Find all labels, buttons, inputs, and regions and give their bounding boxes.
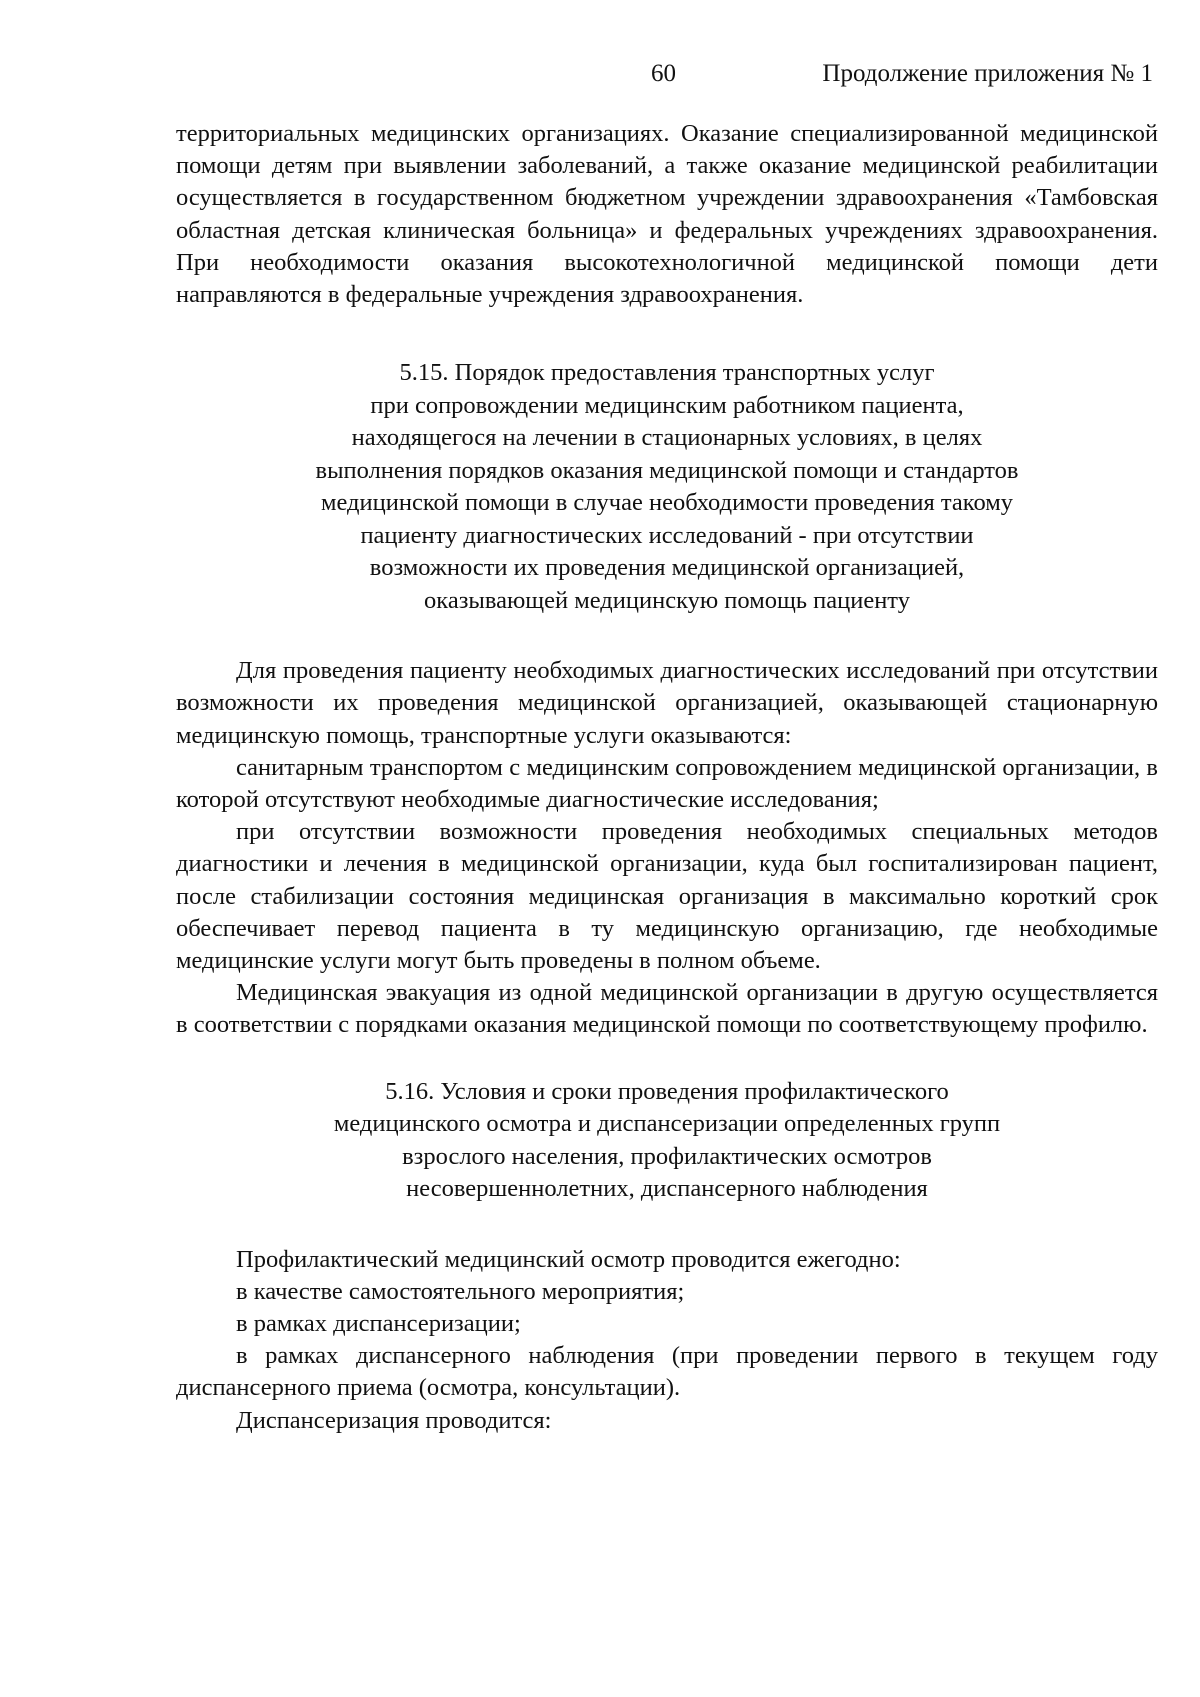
document-body bbox=[176, 118, 1158, 1437]
heading-line: медицинской помощи в случае необходимости проведения такому bbox=[321, 489, 1013, 517]
page-number: 60 bbox=[651, 60, 676, 87]
heading-line: пациенту диагностических исследований - при отсутствии bbox=[360, 521, 974, 549]
heading-line: при сопровождении медицинским работником пациента, bbox=[370, 391, 964, 419]
appendix-note: Продолжение приложения № 1 bbox=[822, 60, 1153, 87]
page-header bbox=[0, 60, 1200, 100]
heading-line: находящегося на лечении в стационарных условиях, в целях bbox=[351, 424, 983, 452]
section-body-5-15 bbox=[176, 655, 1158, 1041]
section-body-5-16 bbox=[176, 1244, 1158, 1437]
paragraph: Диспансеризация проводится: bbox=[236, 1406, 552, 1434]
heading-line: 5.16. Условия и сроки проведения профилактического bbox=[385, 1077, 949, 1105]
heading-line: взрослого населения, профилактических осмотров bbox=[402, 1142, 932, 1170]
heading-line: оказывающей медицинскую помощь пациенту bbox=[424, 586, 910, 614]
intro-paragraph: территориальных медицинских организациях. Оказание специализированной медицинской помощи детям при выявлении заболеваний, а также оказание медицинской реабилитации осуществляется в государственном бюджетном учреждении здравоохранения «Тамбовская областная детская клиническая больница» и федеральных учреждениях здравоохранения. При необходимости оказания высокотехнологичной медицинской помощи дети направляются в федеральные учреждения здравоохранения. bbox=[176, 120, 1158, 309]
heading-line: выполнения порядков оказания медицинской помощи и стандартов bbox=[315, 456, 1019, 484]
heading-line: медицинского осмотра и диспансеризации определенных групп bbox=[333, 1110, 1001, 1138]
paragraph: при отсутствии возможности проведения необходимых специальных методов диагностики и лечения в медицинской организации, куда был госпитализирован пациент, после стабилизации состояния медицинская организация в максимально короткий срок обеспечивает перевод пациента в ту медицинскую организацию, где необходимые медицинские услуги могут быть проведены в полном объеме. bbox=[176, 818, 1158, 975]
paragraph: Для проведения пациенту необходимых диагностических исследований при отсутствии возможности их проведения медицинской организацией, оказывающей стационарную медицинскую помощь, транспортные услуги оказываются: bbox=[176, 657, 1158, 749]
paragraph: Профилактический медицинский осмотр проводится ежегодно: bbox=[236, 1245, 901, 1273]
heading-line: возможности их проведения медицинской организацией, bbox=[369, 554, 965, 582]
section-heading-5-15 bbox=[176, 357, 1158, 617]
paragraph: санитарным транспортом с медицинским сопровождением медицинской организации, в которой отсутствуют необходимые диагностические исследования; bbox=[176, 753, 1158, 814]
paragraph: в рамках диспансерного наблюдения (при проведении первого в текущем году диспансерного приема (осмотра, консультации). bbox=[176, 1342, 1158, 1402]
heading-line: несовершеннолетних, диспансерного наблюдения bbox=[406, 1175, 928, 1203]
paragraph: в качестве самостоятельного мероприятия; bbox=[236, 1277, 685, 1305]
heading-line: 5.15. Порядок предоставления транспортных услуг bbox=[399, 359, 935, 387]
section-heading-5-16 bbox=[176, 1076, 1158, 1206]
paragraph: Медицинская эвакуация из одной медицинской организации в другую осуществляется в соответствии с порядками оказания медицинской помощи по соответствующему профилю. bbox=[176, 979, 1158, 1039]
paragraph: в рамках диспансеризации; bbox=[236, 1310, 521, 1338]
